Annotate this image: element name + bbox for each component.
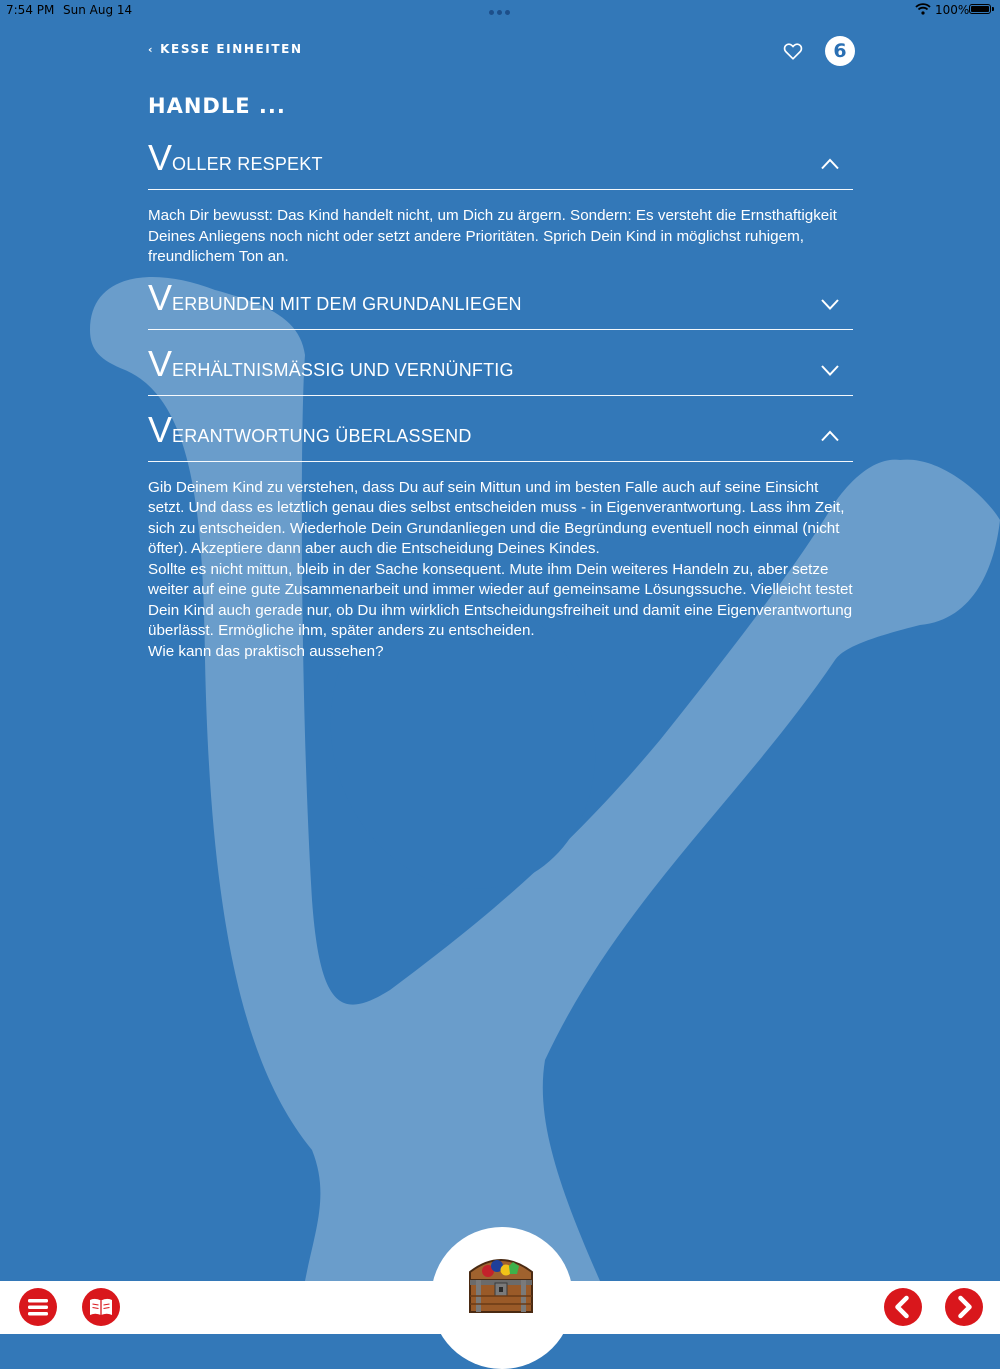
back-link[interactable] bbox=[148, 42, 303, 56]
accordion-item bbox=[148, 342, 853, 396]
status-time: 7:54 PM bbox=[6, 3, 55, 17]
accordion-body-text: Mach Dir bewusst: Das Kind handelt nicht, um Dich zu ärgern. Sondern: Es versteht die Ernsthaftigkeit Deines Anliegens noch nicht oder setzt andere Prioritäten. Sprich Dein Kind in möglichst ruhigem, freundlichem Ton an. bbox=[148, 207, 837, 265]
accordion-title: VERANTWORTUNG ÜBERLASSEND bbox=[148, 408, 472, 450]
accordion-item bbox=[148, 408, 853, 675]
battery-icon bbox=[969, 4, 991, 14]
chevron-left-icon: ‹ bbox=[148, 43, 155, 56]
accordion-title: VERHÄLTNISMÄSSIG UND VERNÜNFTIG bbox=[148, 342, 514, 384]
chevron-up-icon bbox=[821, 158, 839, 170]
count-badge[interactable]: 6 bbox=[825, 36, 855, 66]
accordion-header-verantwortung[interactable] bbox=[148, 408, 853, 462]
back-link-label: KESSE EINHEITEN bbox=[160, 42, 303, 56]
status-bar bbox=[0, 0, 1000, 22]
accordion-title: VERBUNDEN MIT DEM GRUNDANLIEGEN bbox=[148, 276, 522, 318]
accordion-body bbox=[148, 190, 853, 280]
accordion-item bbox=[148, 137, 853, 280]
accordion-title: VOLLER RESPEKT bbox=[148, 137, 323, 178]
battery-percent: 100% bbox=[935, 3, 970, 17]
chevron-up-icon bbox=[821, 430, 839, 442]
accordion-body bbox=[148, 462, 853, 675]
wifi-icon bbox=[915, 3, 931, 15]
previous-button[interactable] bbox=[884, 1288, 922, 1326]
accordion-header-respekt[interactable] bbox=[148, 137, 853, 190]
menu-button[interactable] bbox=[19, 1288, 57, 1326]
book-button[interactable] bbox=[82, 1288, 120, 1326]
accordion-body-text: Wie kann das praktisch aussehen? bbox=[148, 642, 384, 660]
accordion-item bbox=[148, 276, 853, 330]
accordion-header-verhaeltnismaessig[interactable] bbox=[148, 342, 853, 396]
status-date: Sun Aug 14 bbox=[63, 3, 133, 17]
multitasking-dots-icon[interactable] bbox=[489, 10, 510, 15]
chevron-down-icon bbox=[821, 298, 839, 310]
accordion-body-text: Sollte es nicht mittun, bleib in der Sache konsequent. Mute ihm Dein weiteres Handeln zu, aber setze weiter auf eine gute Zusammenarbeit und immer wieder auf gemeinsame Lösungssuche. Vielleicht testet Dein Kind auch gerade nur, ob Du ihm wirklich Entscheidungsfreiheit und damit eine Eigenverantwortung überlässt. Ermögliche ihm, später anders zu entscheiden. bbox=[148, 560, 853, 639]
chevron-left-icon bbox=[884, 1288, 922, 1326]
accordion-header-grundanliegen[interactable] bbox=[148, 276, 853, 330]
accordion bbox=[148, 137, 853, 674]
chevron-right-icon bbox=[945, 1288, 983, 1326]
accordion-body-text: Gib Deinem Kind zu verstehen, dass Du auf sein Mittun und im besten Falle auch auf seine Einsicht setzt. Und dass es letztlich genau dies selbst entscheiden muss - in Eigenverantwortung. Lass ihm Zeit, sich zu entscheiden. Wiederhole Dein Grundanliegen und die Begründung eventuell noch einmal (nicht öfter). Akzeptiere dann aber auch die Entscheidung Deines Kindes. bbox=[148, 478, 845, 557]
next-button[interactable] bbox=[945, 1288, 983, 1326]
book-icon bbox=[82, 1288, 120, 1326]
chevron-down-icon bbox=[821, 364, 839, 376]
menu-icon bbox=[19, 1288, 57, 1326]
treasure-chest-icon[interactable] bbox=[466, 1254, 536, 1316]
section-title: HANDLE ... bbox=[148, 94, 286, 118]
favorite-heart-icon[interactable] bbox=[782, 40, 804, 62]
